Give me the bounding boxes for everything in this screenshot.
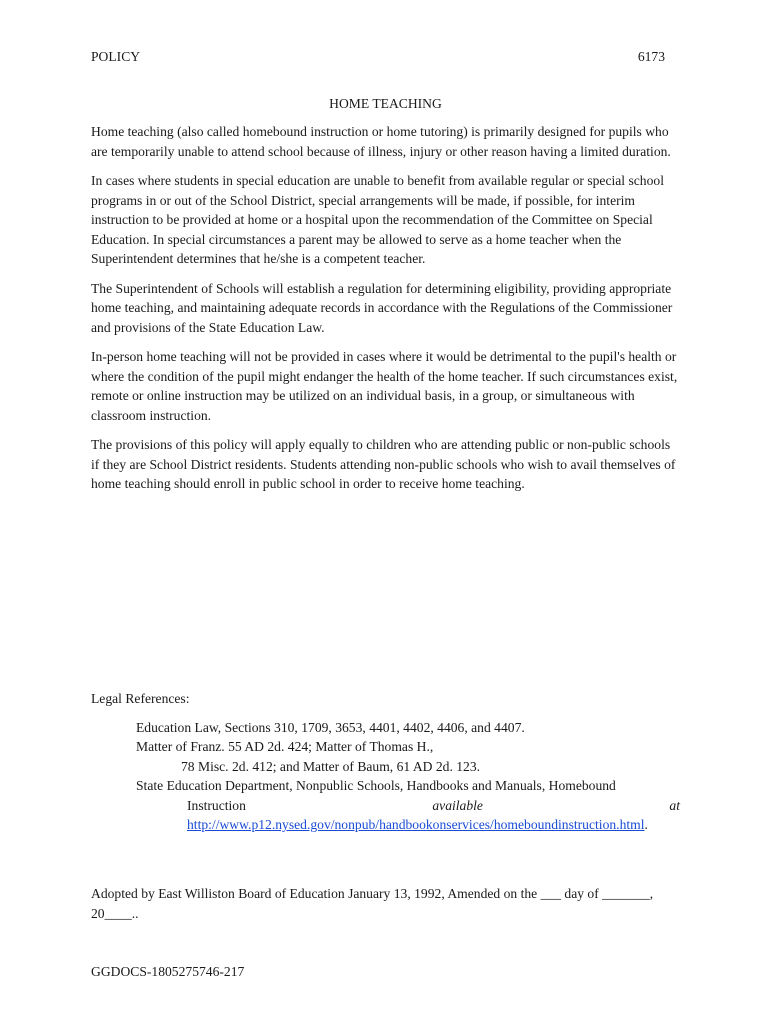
homebound-instruction-link[interactable]: http://www.p12.nysed.gov/nonpub/handbookonservices/homeboundinstruction.html bbox=[187, 817, 645, 832]
legal-references-heading: Legal References: bbox=[91, 691, 190, 706]
legal-reference-continued: 78 Misc. 2d. 412; and Matter of Baum, 61 AD 2d. 123. bbox=[181, 758, 481, 774]
legal-references bbox=[91, 689, 680, 835]
document-body bbox=[91, 122, 680, 504]
available-word: available bbox=[432, 797, 483, 813]
document-id-footer: GGDOCS-1805275746-217 bbox=[91, 964, 245, 979]
policy-number: 6173 bbox=[637, 49, 665, 64]
legal-reference: Matter of Franz. 55 AD 2d. 424; Matter of Thomas H., bbox=[136, 739, 434, 754]
paragraph: The Superintendent of Schools will establish a regulation for determining eligibility, providing appropriate home teaching, and maintaining adequate records in accordance with the Regulations of the Commissioner and provisions of the State Education Law. bbox=[91, 280, 673, 335]
policy-label: POLICY bbox=[91, 49, 141, 64]
paragraph: Home teaching (also called homebound instruction or home tutoring) is primarily designed for pupils who are temporarily unable to attend school because of illness, injury or other reason having a limited duration. bbox=[91, 124, 671, 159]
paragraph: The provisions of this policy will apply equally to children who are attending public or non-public schools if they are School District residents. Students attending non-public schools who wish to avail themselves of home teaching should enroll in public school in order to receive home teaching. bbox=[91, 437, 676, 491]
document-page bbox=[91, 0, 680, 1024]
paragraph: In-person home teaching will not be provided in cases where it would be detrimental to the pupil's health or where the condition of the pupil might endanger the health of the home teacher. If such circumstances exist, remote or online instruction may be utilized on an individual basis, in a group, or simultaneous with classroom instruction. bbox=[91, 349, 678, 423]
paragraph: In cases where students in special education are unable to benefit from available regular or special school programs in or out of the School District, special arrangements will be made, if possible, for interim instruction to be provided at home or a hospital upon the recommendation of the Committee on Special Education. In special circumstances a parent may be allowed to serve as a home teacher when the Superintendent determines that he/she is a competent teacher. bbox=[91, 173, 664, 266]
url-end-period: . bbox=[644, 817, 648, 832]
document-title: HOME TEACHING bbox=[329, 96, 442, 111]
legal-reference: Education Law, Sections 310, 1709, 3653, 4401, 4402, 4406, and 4407. bbox=[136, 719, 525, 735]
adoption-statement: Adopted by East Williston Board of Education January 13, 1992, Amended on the ___ day of _______, 20____.. bbox=[91, 886, 654, 921]
instruction-word: Instruction bbox=[187, 797, 246, 813]
legal-references-list bbox=[136, 718, 680, 835]
legal-reference-url bbox=[136, 815, 680, 835]
at-word: at bbox=[669, 797, 680, 813]
legal-reference-continued bbox=[136, 796, 680, 816]
legal-reference: State Education Department, Nonpublic Schools, Handbooks and Manuals, Homebound bbox=[136, 778, 616, 793]
